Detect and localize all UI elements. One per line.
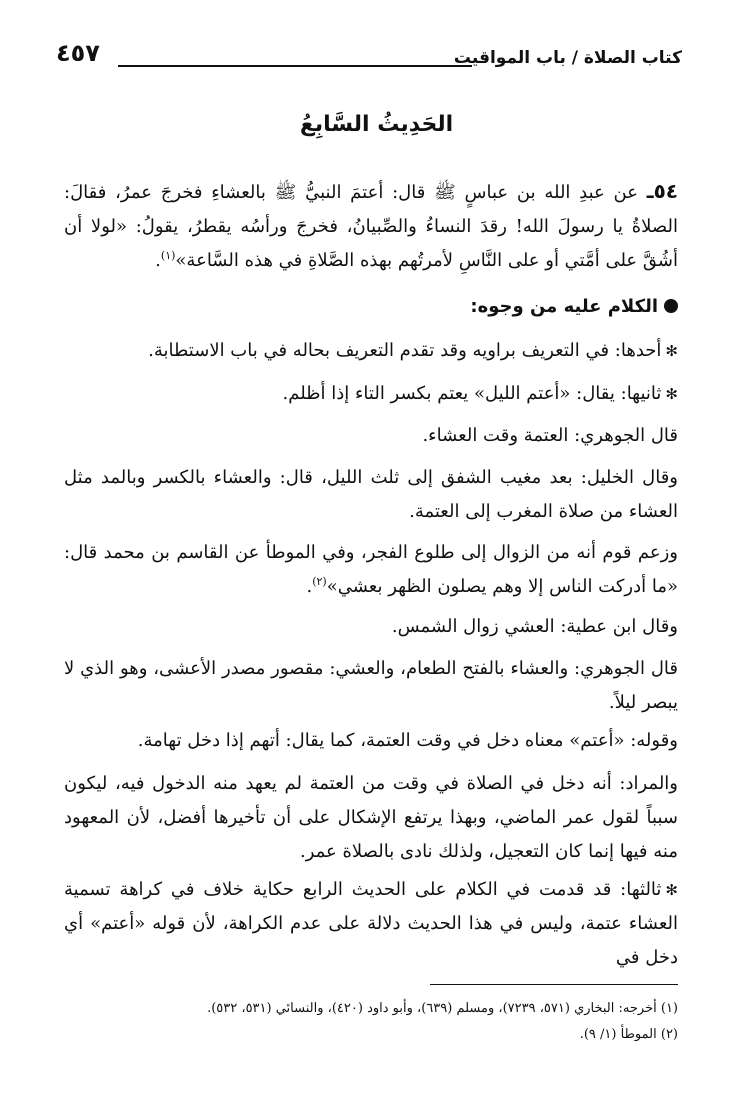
paragraph-text: وقال ابن عطية: العشي زوال الشمس. <box>391 616 678 637</box>
header-rule <box>118 65 472 67</box>
footnote-separator <box>430 984 678 985</box>
paragraph-text: قال الجوهري: العتمة وقت العشاء. <box>422 425 678 446</box>
paragraph-text: والمراد: أنه دخل في الصلاة في وقت من العتمة لم يعهد منه الدخول فيه، ليكون سبباً لقول عمر الماضي، وبهذا يرتفع الإشكال على أن تأخيرها أفضل، لأن المعهود منه فيها إنما كان التعجيل، ولذلك نادى بالصلاة عمر. <box>64 773 678 862</box>
hadith-paragraph <box>64 174 678 278</box>
paragraph-end: . <box>306 576 313 597</box>
asterisk-icon: ✻ <box>665 881 678 899</box>
hadith-end: . <box>155 250 161 271</box>
paragraph-text: وقال الخليل: بعد مغيب الشفق إلى ثلث الليل، قال: والعشاء بالكسر وبالمد مثل العشاء من صلاة المغرب إلى العتمة. <box>64 467 678 522</box>
paragraph-text: قال الجوهري: والعشاء بالفتح الطعام، والعشي: مقصور مصدر الأعشى، وهو الذي لا يبصر ليلاً. <box>64 658 678 713</box>
section-title: الحَدِيثُ السَّابِعُ <box>299 112 454 137</box>
paragraph-3 <box>64 419 678 453</box>
footnote-2: (٢) الموطأ (١/ ٩). <box>579 1027 678 1042</box>
paragraph-text: وقوله: «أعتم» معناه دخل في وقت العتمة، كما يقال: أتهم إذا دخل تهامة. <box>137 730 678 751</box>
asterisk-icon: ✻ <box>665 385 678 403</box>
paragraph-9 <box>64 767 678 869</box>
footnote-1: (١) أخرجه: البخاري (٥٧١، ٧٢٣٩)، ومسلم (٦٣٩)، وأبو داود (٤٢٠)، والنسائي (٥٣١، ٥٣٢). <box>207 1001 678 1016</box>
paragraph-1 <box>64 334 678 368</box>
bullet-dot-icon <box>664 299 678 313</box>
paragraph-5 <box>64 536 678 604</box>
paragraph-8 <box>64 724 678 758</box>
footnote-ref-2[interactable]: (٢) <box>312 575 327 588</box>
paragraph-text: وزعم قوم أنه من الزوال إلى طلوع الفجر، وفي الموطأ عن القاسم بن محمد قال: «ما أدركت الناس إلا وهم يصلون الظهر بعشي» <box>64 542 678 597</box>
paragraph-10 <box>64 873 678 975</box>
paragraph-text: ثانيها: يقال: «أعتم الليل» يعتم بكسر التاء إذا أظلم. <box>282 383 662 404</box>
paragraph-6 <box>64 610 678 644</box>
paragraph-text: أحدها: في التعريف براويه وقد تقدم التعريف بحاله في باب الاستطابة. <box>148 340 662 361</box>
page-number: ٤٥٧ <box>56 39 100 67</box>
hadith-number: ٥٤ـ <box>646 179 678 203</box>
hadith-text: عن عبدِ الله بن عباسٍ ﷺ قال: أعتمَ النبيُّ ﷺ بالعشاءِ فخرجَ عمرُ، فقالَ: الصلاةُ يا رسولَ الله! رقدَ النساءُ والصِّبيانُ، فخرجَ ورأسُه يقطرُ، يقولُ: «لولا أن أشُقَّ على أمَّتي أو على النَّاسِ لأمرتُهم بهذه الصَّلاةِ في هذه السَّاعة» <box>64 182 678 271</box>
paragraph-2 <box>64 377 678 411</box>
discussion-heading <box>64 292 678 322</box>
paragraph-7 <box>64 652 678 720</box>
paragraph-4 <box>64 461 678 529</box>
book-section-title: كتاب الصلاة / باب المواقيت <box>453 48 682 68</box>
running-header <box>56 36 682 76</box>
footnote-ref-1[interactable]: (١) <box>160 249 176 262</box>
paragraph-text: ثالثها: قد قدمت في الكلام على الحديث الرابع حكاية خلاف في كراهة تسمية العشاء عتمة، وليس في هذا الحديث دلالة على عدم الكراهة، لأن قوله «أعتم» أي دخل في <box>64 879 678 968</box>
discussion-heading-text: الكلام عليه من وجوه: <box>470 296 658 317</box>
asterisk-icon: ✻ <box>665 342 678 360</box>
